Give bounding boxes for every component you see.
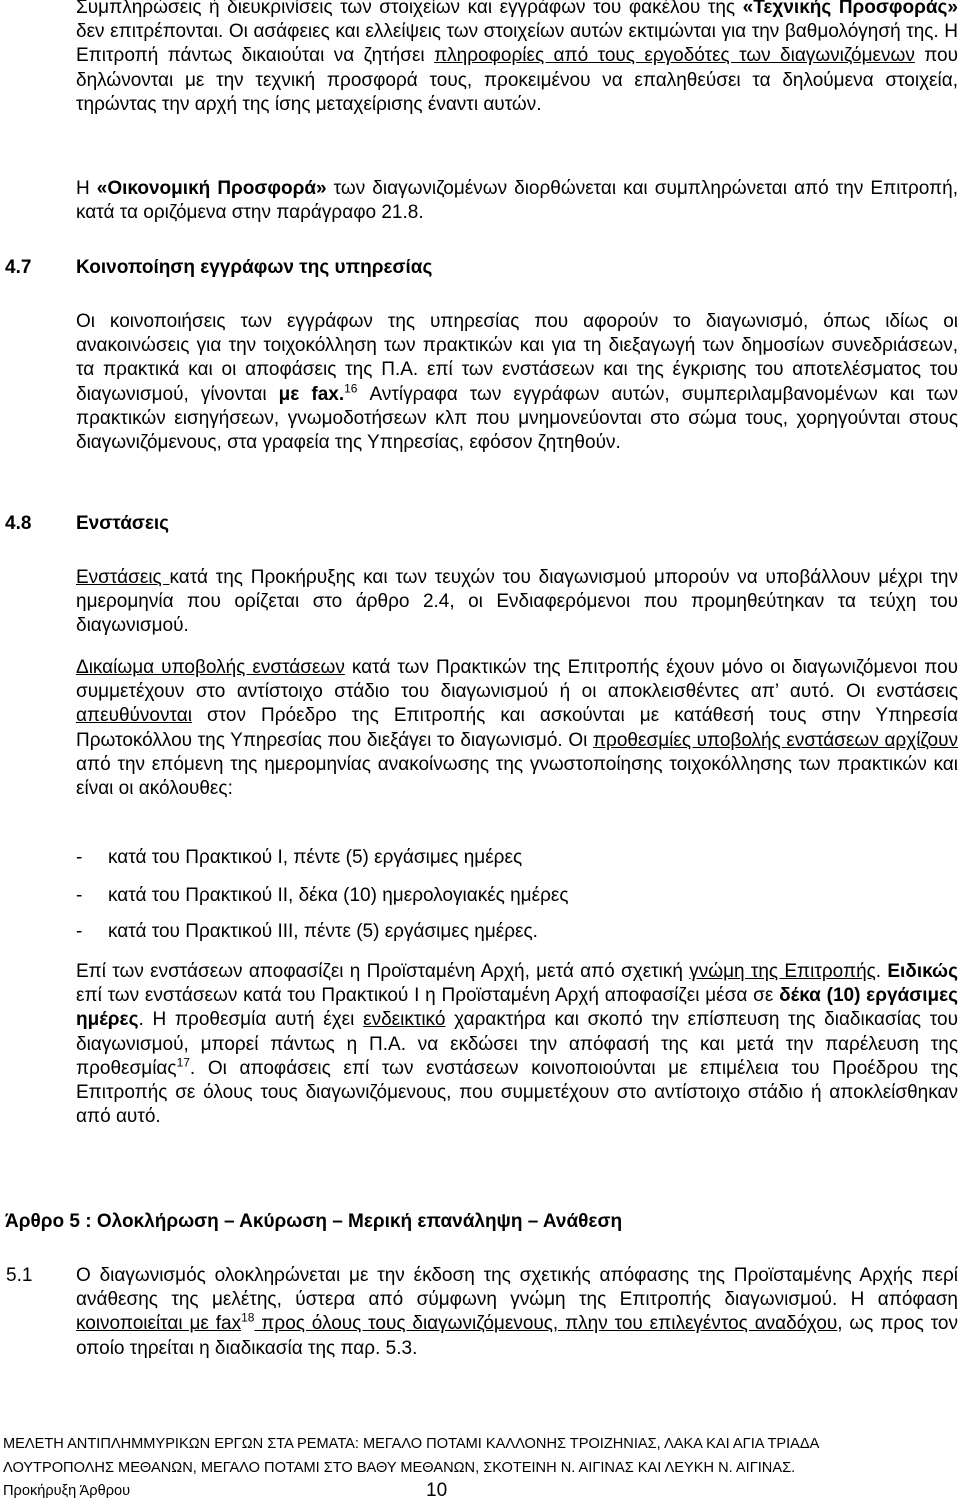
text: κατά των Πρακτικών της Επιτροπής έχουν μόνο οι διαγωνιζόμενοι που συμμετέχουν στο αντίστοιχο στάδιο του διαγωνισμού ή οι αποκλεισθέντες απ’ αυτό. Οι ενστάσεις xyxy=(76,657,958,703)
section-heading-4-8: Ενστάσεις xyxy=(76,513,170,534)
section-number-5-1: 5.1 xyxy=(6,1265,33,1286)
footnote-ref-16: 16 xyxy=(344,381,358,396)
bold-text: «Οικονομική Προσφορά» xyxy=(96,178,327,199)
text: Οι κοινοποιήσεις των εγγράφων της υπηρεσίας που αφορούν το διαγωνισμό, όπως ιδίως οι ανακοινώσεις για την τοιχοκόλληση των πρακτικών και για τη διεξαγωγή των δημοσίων συνεδριάσεων, τα πρακτικά και οι αποφάσεις της Π.Α. επί των ενστάσεων και της έγκρισης του αποτελέσματος του διαγωνισμού, γίνονται xyxy=(76,311,958,405)
list-item xyxy=(76,920,538,944)
section-number-4-7: 4.7 xyxy=(5,257,32,278)
text: στον Πρόεδρο της Επιτροπής και ασκούνται με κατάθεσή τους στην Υπηρεσία Πρωτοκόλλου της Υπηρεσίας που διεξάγει το διαγωνισμό. Οι xyxy=(76,705,958,751)
underlined-text: προθεσμίες υποβολής ενστάσεων αρχίζουν xyxy=(592,729,958,751)
paragraph-completion xyxy=(76,1264,958,1361)
text: Συμπληρώσεις ή διευκρινίσεις των στοιχείων και εγγράφων του φακέλου της xyxy=(76,0,743,18)
underlined-text: απευθύνονται xyxy=(76,705,192,727)
underlined-text: κοινοποιείται με fax xyxy=(76,1313,242,1335)
text: Η xyxy=(76,178,97,199)
underlined-text: ενδεικτικό xyxy=(363,1009,446,1031)
underlined-text: Ενστάσεις xyxy=(76,567,170,588)
paragraph-decision xyxy=(76,960,958,1129)
bold-text: Ειδικώς xyxy=(887,961,958,982)
footnote-ref-18: 18 xyxy=(241,1311,255,1326)
paragraph-technical-offer xyxy=(76,0,958,117)
text: . Οι αποφάσεις επί των ενστάσεων κοινοποιούνται με επιμέλεια του Προέδρου της Επιτροπής σε όλους τους διαγωνιζόμενους, που συμμετέχουν στο αντίστοιχο στάδιο ή αποκλείσθηκαν από αυτό. xyxy=(76,1057,958,1128)
text: Επί των ενστάσεων αποφασίζει η Προϊσταμένη Αρχή, μετά από σχετική xyxy=(76,961,690,982)
article-heading: Άρθρο 5 : Ολοκλήρωση – Ακύρωση – Μερική επανάληψη – Ανάθεση xyxy=(5,1211,623,1232)
footer-project-title-line2: ΛΟΥΤΡΟΠΟΛΗΣ ΜΕΘΑΝΩΝ, ΜΕΓΑΛΟ ΠΟΤΑΜΙ ΣΤΟ ΒΑΘΥ ΜΕΘΑΝΩΝ, ΣΚΟΤΕΙΝΗ Ν. ΑΙΓΙΝΑΣ ΚΑΙ ΛΕΥΚΗ Ν. ΑΙΓΙΝΑΣ. xyxy=(3,1460,796,1476)
list-item xyxy=(76,846,523,870)
paragraph-financial-offer xyxy=(76,177,958,225)
text: χαρακτήρα και σκοπό την επίσπευση της διαδικασίας του διαγωνισμού, μπορεί πάντως η Π.Α. να εκδώσει την απόφασή της και μετά την παρέλευση της προθεσμίας xyxy=(76,1009,958,1079)
footer-section-label: Προκήρυξη Άρθρου xyxy=(3,1483,131,1499)
dash-bullet: - xyxy=(76,847,83,868)
dash-bullet: - xyxy=(76,921,83,942)
bold-text: δέκα (10) εργάσιμες ημέρες xyxy=(76,985,958,1031)
text: δεν επιτρέπονται. Οι ασάφειες και ελλείψεις των στοιχείων αυτών εκτιμώνται για την βαθμολόγησή της. Η Επιτροπή πάντως δικαιούται να ζητήσει xyxy=(76,21,958,67)
text: . xyxy=(875,961,888,982)
paragraph-notifications xyxy=(76,310,958,455)
text: Ο διαγωνισμός ολοκληρώνεται με την έκδοση της σχετικής απόφασης της Προϊσταμένης Αρχής περί ανάθεσης της μελέτης, ύστερα από σύμφωνη γνώμη της Επιτροπής διαγωνισμού. Η απόφαση xyxy=(76,1265,958,1311)
list-item xyxy=(76,884,569,908)
list-item-text: κατά του Πρακτικού Ι, πέντε (5) εργάσιμες ημέρες xyxy=(108,847,523,868)
underlined-text: προς όλους τους διαγωνιζόμενους, πλην του επιλεγέντος αναδόχου xyxy=(254,1313,838,1335)
paragraph-objection-rights xyxy=(76,656,958,801)
underlined-text: πληροφορίες από τους εργοδότες των διαγωνιζόμενων xyxy=(434,45,915,67)
text: κατά της Προκήρυξης και των τευχών του διαγωνισμού μπορούν να υποβάλλουν μέχρι την ημερομηνία που ορίζεται στο άρθρο 2.4, οι Ενδιαφερόμενοι που προμηθεύτηκαν τα τεύχη του διαγωνισμού. xyxy=(76,567,958,637)
text: που δηλώνονται με την τεχνική προσφορά τους, προκειμένου να επαληθεύσει τα δηλούμενα στοιχεία, τηρώντας την αρχή της ίσης μεταχείρισης έναντι αυτών. xyxy=(76,45,959,115)
page-number: 10 xyxy=(426,1480,448,1501)
text: επί των ενστάσεων κατά του Πρακτικού Ι η Προϊσταμένη Αρχή αποφασίζει μέσα σε xyxy=(76,985,780,1007)
text: των διαγωνιζομένων διορθώνεται και συμπληρώνεται από την Επιτροπή, κατά τα οριζόμενα στην παράγραφο 21.8. xyxy=(76,178,959,224)
text: , ως προς τον οποίο τηρείται η διαδικασία της παρ. 5.3. xyxy=(76,1313,958,1359)
text: . Η προθεσμία αυτή έχει xyxy=(138,1009,364,1031)
paragraph-objections xyxy=(76,566,958,639)
underlined-text: γνώμη της Επιτροπής xyxy=(689,961,876,982)
bold-text: με fax. xyxy=(278,383,345,405)
footer-project-title-line1: ΜΕΛΕΤΗ ΑΝΤΙΠΛΗΜΜΥΡΙΚΩΝ ΕΡΓΩΝ ΣΤΑ ΡΕΜΑΤΑ: ΜΕΓΑΛΟ ΠΟΤΑΜΙ ΚΑΛΛΟΝΗΣ ΤΡΟΙΖΗΝΙΑΣ, ΛΑΚΑ ΚΑΙ ΑΓΙΑ ΤΡΙΑΔΑ xyxy=(3,1436,820,1452)
footnote-ref-17: 17 xyxy=(176,1055,190,1070)
underlined-text: Δικαίωμα υποβολής ενστάσεων xyxy=(76,657,345,678)
list-item-text: κατά του Πρακτικού ΙΙΙ, πέντε (5) εργάσιμες ημέρες. xyxy=(108,921,538,942)
list-item-text: κατά του Πρακτικού ΙΙ, δέκα (10) ημερολογιακές ημέρες xyxy=(108,885,569,906)
section-number-4-8: 4.8 xyxy=(5,513,32,534)
dash-bullet: - xyxy=(76,885,83,906)
text: από την επόμενη της ημερομηνίας ανακοίνωσης της γνωστοποίησης τοιχοκόλλησης των πρακτικών και είναι οι ακόλουθες: xyxy=(76,753,958,800)
bold-text: «Τεχνικής Προσφοράς» xyxy=(742,0,958,18)
section-heading-4-7: Κοινοποίηση εγγράφων της υπηρεσίας xyxy=(76,257,433,278)
text: Αντίγραφα των εγγράφων αυτών, συμπεριλαμβανομένων και των πρακτικών εισηγήσεων, γνωμοδοτήσεων κλπ που μνημονεύονται στο σώμα τους, χορηγούνται στους διαγωνιζόμενους, στα γραφεία της Υπηρεσίας, εφόσον ζητηθούν. xyxy=(76,383,958,454)
